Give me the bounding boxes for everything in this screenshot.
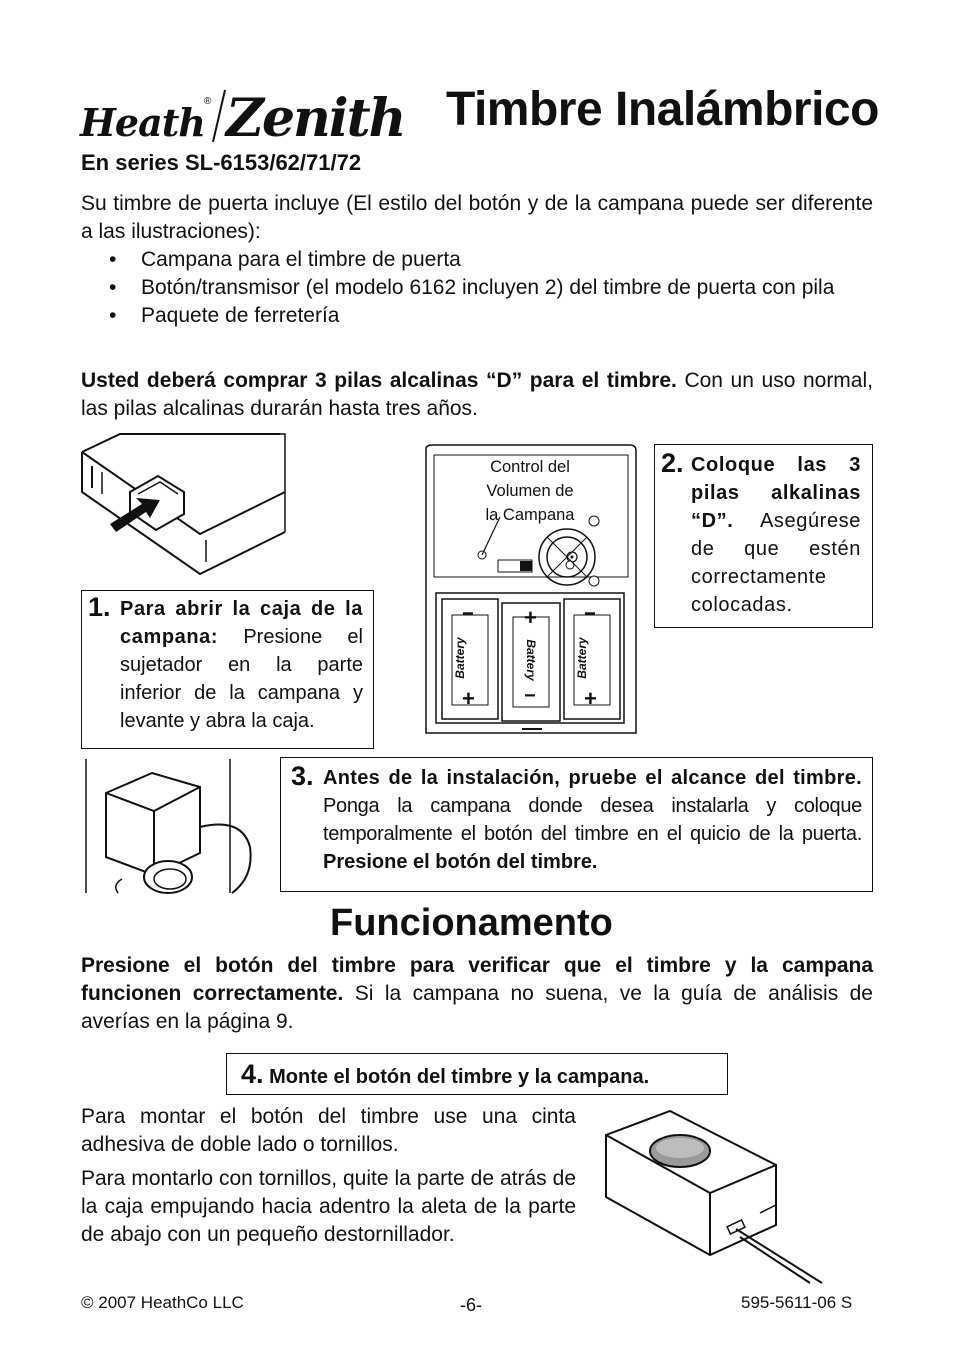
battery-2-minus: −	[524, 685, 536, 707]
step-4-heading: Monte el botón del timbre y la campana.	[269, 1066, 650, 1088]
button-screwdriver-illustration	[600, 1105, 840, 1285]
step-4-box	[226, 1053, 728, 1095]
step-1-number: 1.	[88, 592, 111, 622]
step-2-text: Asegúrese de que estén correctamente colocadas.	[691, 510, 861, 616]
battery-1-plus: +	[462, 686, 475, 711]
footer-page-number: -6-	[460, 1295, 482, 1315]
battery-1-label: Battery	[453, 637, 467, 679]
battery-3-label: Battery	[575, 637, 589, 679]
operation-heading: Funcionamento	[330, 902, 613, 944]
volume-control-label: Control del Volumen de la Campana	[485, 458, 575, 524]
mount-text-2: Para montarlo con tornillos, quite la parte de atrás de la caja empujando hacia adentro la aleta de la parte de abajo con un pequeño destornillador.	[81, 1167, 576, 1246]
operation-rest: Si la campana no suena, ve la guía de análisis de averías en la página 9.	[81, 982, 873, 1033]
step-4-number: 4.	[241, 1059, 264, 1089]
battery-2-label: Battery	[524, 639, 538, 681]
battery-2-plus: +	[524, 605, 537, 630]
brand-heath: Heath	[80, 100, 205, 145]
batteries-note-text: Con un uso normal, las pilas alcalinas durarán hasta tres años.	[81, 369, 873, 420]
step-1-box	[81, 590, 374, 749]
contents-list	[81, 246, 877, 330]
step-3-box	[280, 757, 873, 892]
step-3-number: 3.	[291, 761, 314, 791]
batteries-note-bold: Usted deberá comprar 3 pilas alcalinas “D” para el timbre.	[81, 369, 677, 392]
step-1-text: Presione el sujetador en la parte inferior de la campana y levante y abra la caja.	[120, 626, 363, 732]
footer-document-code: 595-5611-06 S	[741, 1293, 853, 1312]
battery-compartment-illustration	[422, 443, 640, 738]
battery-3-minus: −	[584, 603, 596, 625]
battery-3-plus: +	[584, 686, 597, 711]
list-item: • Paquete de ferretería	[81, 302, 877, 330]
brand-registered-mark: ®	[204, 96, 212, 107]
page-subtitle: En series SL-6153/62/71/72	[81, 150, 362, 175]
step-3-action: Presione el botón del timbre.	[323, 851, 598, 873]
battery-1-minus: −	[462, 603, 474, 625]
mount-text-1: Para montar el botón del timbre use una cinta adhesiva de doble lado o tornillos.	[81, 1105, 576, 1156]
step-2-heading: Coloque las 3 pilas alkalinas “D”.	[691, 454, 861, 532]
list-item: • Campana para el timbre de puerta	[81, 246, 877, 274]
page-title: Timbre Inalámbrico	[446, 83, 879, 136]
step-1-heading: Para abrir la caja de la campana:	[120, 598, 363, 648]
footer-copyright: © 2007 HeathCo LLC	[81, 1293, 244, 1312]
step-2-number: 2.	[661, 448, 684, 478]
hand-holding-button-illustration	[82, 757, 254, 895]
batteries-note	[81, 367, 873, 423]
list-item: • Botón/transmisor (el modelo 6162 incluyen 2) del timbre de puerta con pila	[81, 274, 877, 302]
intro-text: Su timbre de puerta incluye (El estilo del botón y de la campana puede ser diferente a las ilustraciones):	[81, 192, 873, 243]
step-3-text: Ponga la campana donde desea instalarla y coloque temporalmente el botón del timbre en el quicio de la puerta.	[323, 795, 862, 845]
operation-bold: Presione el botón del timbre para verificar que el timbre y la campana funcionen correctamente.	[81, 954, 873, 1005]
brand-logo	[80, 88, 420, 149]
operation-text	[81, 952, 873, 1036]
step-3-heading: Antes de la instalación, pruebe el alcance del timbre.	[323, 767, 862, 789]
step-2-box	[654, 444, 873, 628]
chime-case-illustration	[80, 432, 290, 582]
brand-zenith: Zenith	[226, 88, 405, 149]
